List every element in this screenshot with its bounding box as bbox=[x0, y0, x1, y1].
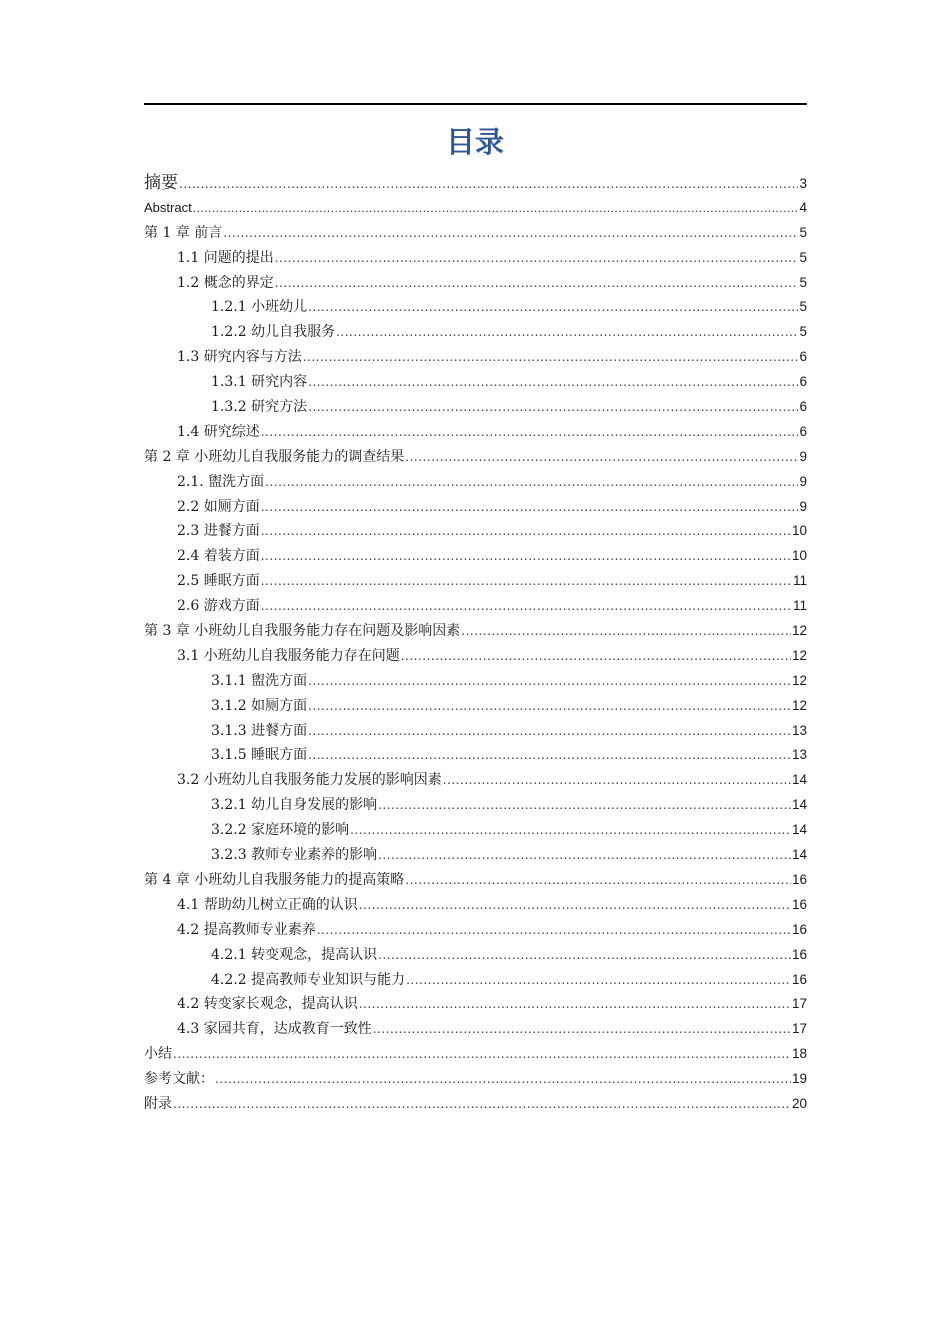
dot-leader bbox=[405, 868, 791, 893]
toc-entry[interactable] bbox=[144, 470, 807, 495]
dot-leader bbox=[223, 221, 798, 246]
dot-leader bbox=[303, 345, 799, 370]
toc-entry[interactable] bbox=[144, 345, 807, 370]
toc-entry-label: 4.1 帮助幼儿树立正确的认识 bbox=[177, 896, 358, 913]
toc-entry-page-number: 9 bbox=[799, 498, 807, 514]
dot-leader bbox=[373, 1017, 791, 1042]
toc-entry-label: 1.4 研究综述 bbox=[177, 423, 260, 440]
toc-entry-label: 1.2.1 小班幼儿 bbox=[211, 299, 308, 316]
toc-entry-page-number: 6 bbox=[799, 423, 807, 439]
toc-entry-label: 第 4 章 小班幼儿自我服务能力的提高策略 bbox=[144, 871, 405, 888]
toc-entry-page-number: 13 bbox=[791, 747, 807, 763]
toc-entry[interactable] bbox=[144, 893, 807, 918]
toc-entry-label: 4.3 家园共育，达成教育一致性 bbox=[177, 1021, 372, 1038]
toc-entry[interactable] bbox=[144, 594, 807, 619]
toc-entry-page-number: 16 bbox=[791, 921, 807, 937]
toc-entry-label: 2.4 着装方面 bbox=[177, 548, 260, 565]
toc-entry-page-number: 14 bbox=[791, 822, 807, 838]
toc-entry-label: 2.1. 盥洗方面 bbox=[177, 473, 265, 490]
toc-entry-page-number: 12 bbox=[791, 647, 807, 663]
toc-entry-label: 3.1.3 进餐方面 bbox=[211, 722, 308, 739]
toc-entry-page-number: 6 bbox=[799, 374, 807, 390]
dot-leader bbox=[261, 420, 799, 445]
dot-leader bbox=[308, 719, 791, 744]
toc-entry-page-number: 13 bbox=[791, 722, 807, 738]
toc-entry-label: 3.1.5 睡眠方面 bbox=[211, 747, 308, 764]
toc-entry-label: 附录 bbox=[144, 1095, 172, 1112]
dot-leader bbox=[461, 619, 791, 644]
toc-entry[interactable] bbox=[144, 320, 807, 345]
toc-entry-label: 1.3 研究内容与方法 bbox=[177, 349, 302, 366]
toc-entry-label: 摘要 bbox=[144, 173, 178, 193]
toc-entry[interactable] bbox=[144, 445, 807, 470]
dot-leader bbox=[308, 669, 791, 694]
dot-leader bbox=[401, 644, 791, 669]
toc-entry-label: 3.2.2 家庭环境的影响 bbox=[211, 822, 350, 839]
dot-leader bbox=[359, 893, 791, 918]
page-title: 目录 bbox=[445, 125, 504, 159]
dot-leader bbox=[308, 395, 798, 420]
dot-leader bbox=[378, 793, 791, 818]
toc-entry-page-number: 6 bbox=[799, 399, 807, 415]
toc-entry[interactable] bbox=[144, 694, 807, 719]
toc-entry-page-number: 14 bbox=[791, 797, 807, 813]
toc-entry-label: 3.1 小班幼儿自我服务能力存在问题 bbox=[177, 647, 400, 664]
toc-entry[interactable] bbox=[144, 395, 807, 420]
toc-entry[interactable] bbox=[144, 644, 807, 669]
toc-entry-page-number: 16 bbox=[791, 871, 807, 887]
dot-leader bbox=[336, 320, 798, 345]
dot-leader bbox=[378, 943, 791, 968]
toc-entry[interactable] bbox=[144, 246, 807, 271]
toc-entry-label: 1.2 概念的界定 bbox=[177, 274, 274, 291]
toc-entry-page-number: 14 bbox=[791, 847, 807, 863]
toc-entry-label: 小结 bbox=[144, 1046, 172, 1063]
toc-entry[interactable] bbox=[144, 295, 807, 320]
toc-entry[interactable] bbox=[144, 519, 807, 544]
toc-entry[interactable] bbox=[144, 619, 807, 644]
toc-entry-label: 第 1 章 前言 bbox=[144, 224, 223, 241]
toc-entry-page-number: 18 bbox=[791, 1046, 807, 1062]
toc-entry-label: 1.3.2 研究方法 bbox=[211, 399, 308, 416]
toc-entry[interactable] bbox=[144, 420, 807, 445]
toc-entry[interactable] bbox=[144, 918, 807, 943]
toc-entry[interactable] bbox=[144, 768, 807, 793]
toc-entry-label: 2.2 如厕方面 bbox=[177, 498, 260, 515]
toc-entry-label: 1.3.1 研究内容 bbox=[211, 374, 308, 391]
toc-entry[interactable] bbox=[144, 793, 807, 818]
toc-entry[interactable] bbox=[144, 669, 807, 694]
toc-entry-label: 3.2.1 幼儿自身发展的影响 bbox=[211, 797, 378, 814]
toc-entry-page-number: 11 bbox=[792, 598, 807, 614]
toc-entry[interactable] bbox=[144, 1042, 807, 1067]
dot-leader bbox=[261, 569, 792, 594]
toc-entry[interactable] bbox=[144, 818, 807, 843]
dot-leader bbox=[275, 246, 799, 271]
dot-leader bbox=[359, 992, 791, 1017]
toc-entry-page-number: 5 bbox=[799, 224, 807, 240]
top-rule bbox=[144, 103, 807, 105]
toc-entry-page-number: 19 bbox=[791, 1071, 807, 1087]
toc-entry-label: 1.2.2 幼儿自我服务 bbox=[211, 324, 336, 341]
toc-entry-label: 3.2.3 教师专业素养的影响 bbox=[211, 847, 378, 864]
toc-entry-page-number: 16 bbox=[791, 971, 807, 987]
toc-entry-page-number: 12 bbox=[791, 697, 807, 713]
toc-entry-page-number: 20 bbox=[791, 1095, 807, 1111]
toc-entry-label: 3.1.2 如厕方面 bbox=[211, 697, 308, 714]
toc-entry[interactable] bbox=[144, 743, 807, 768]
toc-entry-label: 第 3 章 小班幼儿自我服务能力存在问题及影响因素 bbox=[144, 623, 461, 640]
toc-entry[interactable] bbox=[144, 196, 807, 221]
dot-leader bbox=[406, 968, 791, 993]
toc-entry-page-number: 5 bbox=[799, 249, 807, 265]
toc-entry-page-number: 17 bbox=[791, 1021, 807, 1037]
dot-leader bbox=[261, 594, 792, 619]
toc-entry[interactable] bbox=[144, 868, 807, 893]
toc-entry[interactable] bbox=[144, 221, 807, 246]
dot-leader bbox=[179, 172, 798, 197]
dot-leader bbox=[405, 445, 798, 470]
toc-entry-page-number: 5 bbox=[799, 324, 807, 340]
toc-entry-label: 2.6 游戏方面 bbox=[177, 598, 260, 615]
toc-entry-label: 参考文献： bbox=[144, 1071, 214, 1088]
toc-entry-page-number: 17 bbox=[791, 996, 807, 1012]
toc-entry[interactable] bbox=[144, 271, 807, 296]
toc-entry[interactable] bbox=[144, 968, 807, 993]
toc-entry-label: 第 2 章 小班幼儿自我服务能力的调查结果 bbox=[144, 448, 405, 465]
toc-entry-page-number: 10 bbox=[791, 523, 807, 539]
toc-entry-page-number: 6 bbox=[799, 349, 807, 365]
toc-entry[interactable] bbox=[144, 1017, 807, 1042]
dot-leader bbox=[265, 470, 798, 495]
dot-leader bbox=[378, 843, 791, 868]
toc-entry[interactable] bbox=[144, 843, 807, 868]
dot-leader bbox=[193, 196, 799, 221]
toc-entry-label: 1.1 问题的提出 bbox=[177, 249, 274, 266]
toc-entry-page-number: 16 bbox=[791, 946, 807, 962]
dot-leader bbox=[443, 768, 791, 793]
toc-entry-label: 2.3 进餐方面 bbox=[177, 523, 260, 540]
toc-entry[interactable] bbox=[144, 370, 807, 395]
dot-leader bbox=[215, 1067, 791, 1092]
toc-entry-page-number: 14 bbox=[791, 772, 807, 788]
toc-entry[interactable] bbox=[144, 495, 807, 520]
toc-entry[interactable] bbox=[144, 992, 807, 1017]
toc-entry-page-number: 12 bbox=[791, 672, 807, 688]
toc-entry-label: 4.2 提高教师专业素养 bbox=[177, 921, 316, 938]
dot-leader bbox=[308, 743, 791, 768]
toc-entry[interactable] bbox=[144, 1092, 807, 1117]
toc-entry[interactable] bbox=[144, 171, 807, 196]
dot-leader bbox=[350, 818, 791, 843]
toc-entry-page-number: 16 bbox=[791, 896, 807, 912]
toc-entry-page-number: 9 bbox=[799, 473, 807, 489]
toc-entry-label: 4.2 转变家长观念，提高认识 bbox=[177, 996, 358, 1013]
toc-entry-label: 4.2.1 转变观念，提高认识 bbox=[211, 946, 378, 963]
toc-entry[interactable] bbox=[144, 719, 807, 744]
toc-entry-page-number: 5 bbox=[799, 299, 807, 315]
dot-leader bbox=[317, 918, 791, 943]
table-of-contents bbox=[144, 171, 807, 1117]
toc-entry-label: 3.1.1 盥洗方面 bbox=[211, 672, 308, 689]
toc-entry-label: 4.2.2 提高教师专业知识与能力 bbox=[211, 971, 406, 988]
toc-entry[interactable] bbox=[144, 943, 807, 968]
toc-entry-page-number: 3 bbox=[799, 176, 807, 191]
toc-entry-label: 2.5 睡眠方面 bbox=[177, 573, 260, 590]
dot-leader bbox=[173, 1092, 791, 1117]
toc-entry-label: 3.2 小班幼儿自我服务能力发展的影响因素 bbox=[177, 772, 442, 789]
dot-leader bbox=[275, 271, 799, 296]
dot-leader bbox=[308, 295, 798, 320]
dot-leader bbox=[261, 519, 791, 544]
dot-leader bbox=[261, 544, 791, 569]
toc-entry-page-number: 5 bbox=[799, 274, 807, 290]
toc-entry-page-number: 9 bbox=[799, 448, 807, 464]
toc-entry-label: Abstract bbox=[144, 199, 192, 215]
toc-entry-page-number: 4 bbox=[799, 199, 807, 215]
toc-entry[interactable] bbox=[144, 544, 807, 569]
dot-leader bbox=[308, 370, 798, 395]
dot-leader bbox=[173, 1042, 791, 1067]
dot-leader bbox=[308, 694, 791, 719]
toc-entry-page-number: 11 bbox=[792, 573, 807, 589]
toc-entry-page-number: 10 bbox=[791, 548, 807, 564]
toc-entry[interactable] bbox=[144, 1067, 807, 1092]
dot-leader bbox=[261, 495, 799, 520]
toc-entry[interactable] bbox=[144, 569, 807, 594]
toc-entry-page-number: 12 bbox=[791, 623, 807, 639]
